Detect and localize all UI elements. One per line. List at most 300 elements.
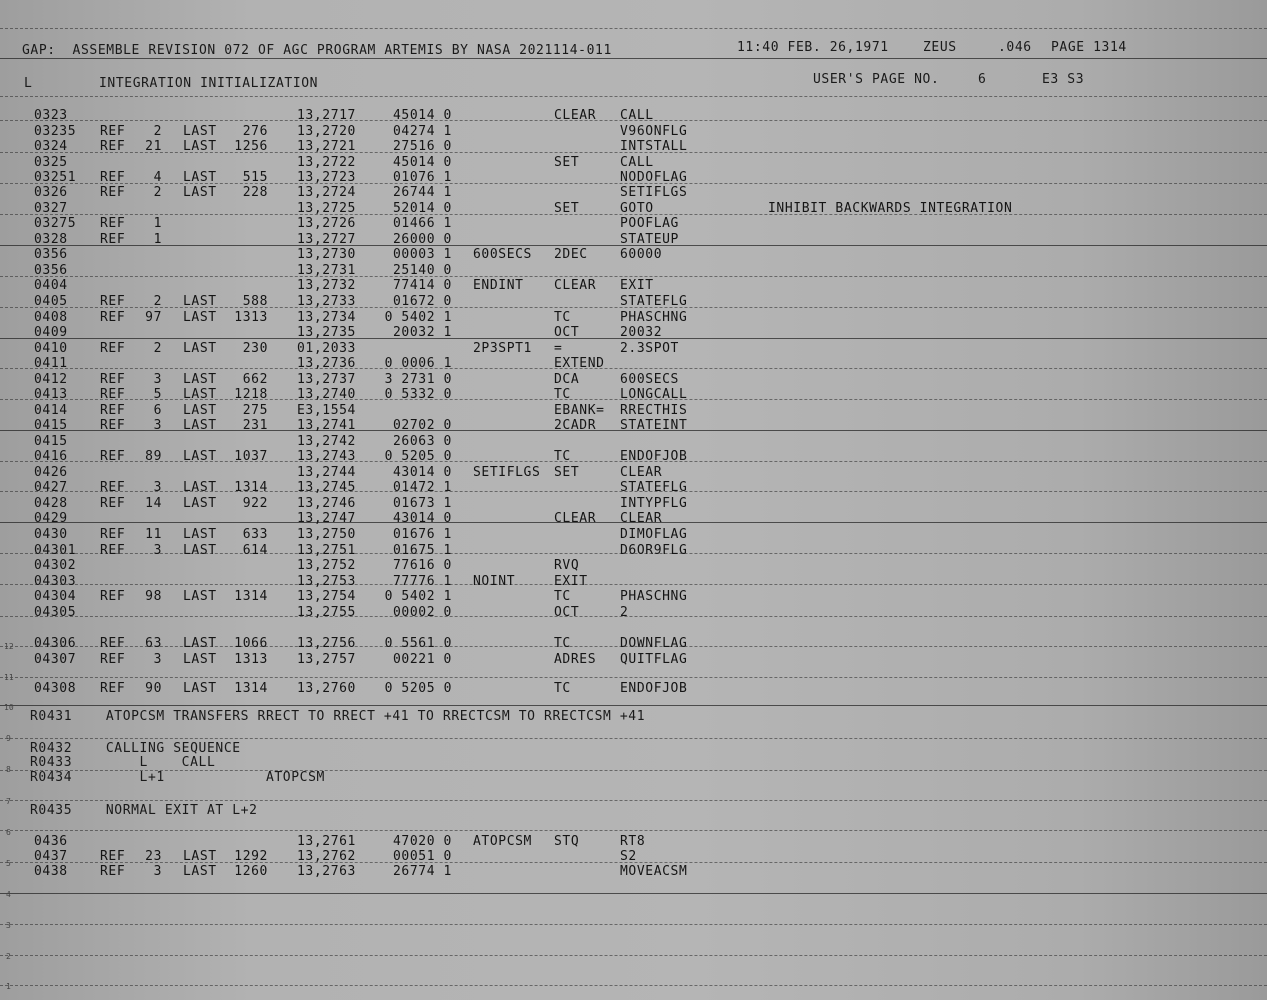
listing-title: GAP: ASSEMBLE REVISION 072 OF AGC PROGRAM ARTEMIS BY NASA 2021114-011 xyxy=(22,43,612,58)
seq-no: 0356 xyxy=(34,263,68,278)
seq-no: 0409 xyxy=(34,325,68,340)
last-page: 231 xyxy=(242,418,268,433)
ref-count: 3 xyxy=(153,480,162,495)
ref-count: 6 xyxy=(153,403,162,418)
form-rule xyxy=(0,705,1267,706)
address: 13,2763 xyxy=(297,864,356,879)
address: 13,2721 xyxy=(297,139,356,154)
operand: S2 xyxy=(620,849,637,864)
seq-no: 0356 xyxy=(34,247,68,262)
last-page: 922 xyxy=(242,496,268,511)
seq-no: 0327 xyxy=(34,201,68,216)
listing-row xyxy=(0,325,1267,340)
octal-code: 20032 1 xyxy=(393,325,452,340)
ref-count: 14 xyxy=(145,496,162,511)
address: 13,2761 xyxy=(297,834,356,849)
address: 13,2737 xyxy=(297,372,356,387)
listing-row xyxy=(0,124,1267,139)
listing-row xyxy=(0,247,1267,262)
ref-count: 3 xyxy=(153,543,162,558)
opcode: CLEAR xyxy=(554,108,597,123)
last-tag: LAST xyxy=(183,480,217,495)
address: 13,2760 xyxy=(297,681,356,696)
listing-row xyxy=(0,263,1267,278)
opcode: EXIT xyxy=(554,574,588,589)
ref-tag: REF xyxy=(100,480,126,495)
opcode: SET xyxy=(554,465,580,480)
seq-no: 03251 xyxy=(34,170,77,185)
opcode: TC xyxy=(554,681,571,696)
operand: RT8 xyxy=(620,834,646,849)
ref-count: 4 xyxy=(153,170,162,185)
listing-row xyxy=(0,418,1267,433)
octal-code: 02702 0 xyxy=(393,418,452,433)
last-page: 633 xyxy=(242,527,268,542)
last-tag: LAST xyxy=(183,387,217,402)
octal-code: 01675 1 xyxy=(393,543,452,558)
operand: STATEFLG xyxy=(620,480,688,495)
listing-row xyxy=(0,201,1267,216)
operand: ENDOFJOB xyxy=(620,449,688,464)
form-rule xyxy=(0,893,1267,894)
opcode: CLEAR xyxy=(554,278,597,293)
address: 13,2745 xyxy=(297,480,356,495)
listing-row xyxy=(0,278,1267,293)
address: 13,2762 xyxy=(297,849,356,864)
octal-code: 26744 1 xyxy=(393,185,452,200)
ref-count: 5 xyxy=(153,387,162,402)
listing-row xyxy=(0,652,1267,667)
ref-count: 2 xyxy=(153,341,162,356)
last-tag: LAST xyxy=(183,170,217,185)
opcode: SET xyxy=(554,155,580,170)
last-page: 515 xyxy=(242,170,268,185)
last-tag: LAST xyxy=(183,636,217,651)
opcode: 2DEC xyxy=(554,247,588,262)
ref-tag: REF xyxy=(100,372,126,387)
operand: 600SECS xyxy=(620,372,679,387)
last-tag: LAST xyxy=(183,652,217,667)
last-page: 1314 xyxy=(234,589,268,604)
address: 13,2731 xyxy=(297,263,356,278)
listing-row xyxy=(0,589,1267,604)
seq-no: 04301 xyxy=(34,543,77,558)
seq-no: 0437 xyxy=(34,849,68,864)
octal-code: 77616 0 xyxy=(393,558,452,573)
seq-no: 03275 xyxy=(34,216,77,231)
opcode: TC xyxy=(554,589,571,604)
listing-row xyxy=(0,496,1267,511)
address: 13,2733 xyxy=(297,294,356,309)
last-tag: LAST xyxy=(183,681,217,696)
address: 13,2752 xyxy=(297,558,356,573)
last-page: 1256 xyxy=(234,139,268,154)
octal-code: 26000 0 xyxy=(393,232,452,247)
octal-code: 0 5402 1 xyxy=(384,310,452,325)
listing-user: ZEUS xyxy=(923,40,957,55)
form-rule xyxy=(0,738,1267,739)
octal-code: 00051 0 xyxy=(393,849,452,864)
ref-count: 11 xyxy=(145,527,162,542)
opcode: = xyxy=(554,341,563,356)
last-tag: LAST xyxy=(183,403,217,418)
seq-no: 0412 xyxy=(34,372,68,387)
octal-code: 01472 1 xyxy=(393,480,452,495)
last-page: 1313 xyxy=(234,310,268,325)
seq-no: 0438 xyxy=(34,864,68,879)
operand: V96ONFLG xyxy=(620,124,688,139)
ref-count: 90 xyxy=(145,681,162,696)
ref-tag: REF xyxy=(100,387,126,402)
last-page: 275 xyxy=(242,403,268,418)
last-tag: LAST xyxy=(183,589,217,604)
comment-line: R0433 L CALL xyxy=(30,755,216,770)
bank-label: E3 S3 xyxy=(1042,72,1085,87)
ref-tag: REF xyxy=(100,232,126,247)
octal-code: 45014 0 xyxy=(393,155,452,170)
seq-no: 04308 xyxy=(34,681,77,696)
seq-no: 0413 xyxy=(34,387,68,402)
address: 13,2730 xyxy=(297,247,356,262)
operand: 2 xyxy=(620,605,629,620)
seq-no: 0427 xyxy=(34,480,68,495)
seq-no: 0324 xyxy=(34,139,68,154)
last-tag: LAST xyxy=(183,527,217,542)
seq-no: 0436 xyxy=(34,834,68,849)
address: 13,2717 xyxy=(297,108,356,123)
address: E3,1554 xyxy=(297,403,356,418)
ref-tag: REF xyxy=(100,310,126,325)
listing-row xyxy=(0,170,1267,185)
form-rule xyxy=(0,955,1267,956)
last-page: 276 xyxy=(242,124,268,139)
ref-count: 2 xyxy=(153,185,162,200)
operand: 2.3SPOT xyxy=(620,341,679,356)
opcode: CLEAR xyxy=(554,511,597,526)
octal-code: 0 0006 1 xyxy=(384,356,452,371)
listing-row xyxy=(0,108,1267,123)
ref-tag: REF xyxy=(100,449,126,464)
ref-tag: REF xyxy=(100,681,126,696)
seq-no: 0415 xyxy=(34,418,68,433)
seq-no: 0411 xyxy=(34,356,68,371)
last-tag: LAST xyxy=(183,372,217,387)
operand: STATEFLG xyxy=(620,294,688,309)
ref-count: 89 xyxy=(145,449,162,464)
octal-code: 3 2731 0 xyxy=(384,372,452,387)
log-marker: L xyxy=(24,76,33,91)
seq-no: 04302 xyxy=(34,558,77,573)
seq-no: 04303 xyxy=(34,574,77,589)
address: 13,2751 xyxy=(297,543,356,558)
listing-row xyxy=(0,232,1267,247)
header-underline xyxy=(0,58,1267,59)
last-tag: LAST xyxy=(183,310,217,325)
opcode: DCA xyxy=(554,372,580,387)
octal-code: 43014 0 xyxy=(393,511,452,526)
operand: PHASCHNG xyxy=(620,589,688,604)
printout-sheet: 12 11 10 9 8 7 6 5 4 3 2 1 GAP: ASSEMBLE REVISION 072 OF AGC PROGRAM ARTEMIS BY NASA 2021114-011 11:40 FEB. 26,1971 ZEUS .046 PAGE 1314 L INTEGRATION INITIALIZATION USER'S PAGE NO. 6 E3 S3 0323 13,2717 45014 0 CLEAR CALL 03235 REF 2 LAST 276 13,2720 04274 1 V96ONFLG 0324 REF 21 LAST 1256 13,2721 27516 0 INTSTALL 0325 13,2722 45014 0 SET CALL 03251 REF 4 LAST 515 13,2723 01076 1 NODOFLAG 0326 REF 2 LAST 228 13,2724 26744 1 SETIFLGS 0327 13,2725 52014 0 SET GOTO INHIBIT BACKWARDS INTEGRATION 03275 REF 1 13,2726 01466 1 POOFLAG 0328 REF 1 13,2727 26000 0 STATEUP 0356 13,2730 00003 1 600SECS 2DEC 60000 0356 13,2731 25140 0 0404 13,2732 77414 0 ENDINT CLEAR EXIT 0405 REF 2 LAST 588 13,2733 01672 0 STATEFLG 0408 REF 97 LAST 1313 13,2734 0 5402 1 TC PHASCHNG 0409 13,2735 20032 1 OCT 20032 0410 REF 2 LAST 230 01,2033 2P3SPT1 = 2.3SPOT 0411 13,2736 0 0006 1 EXTEND 0412 REF 3 LAST 662 13,2737 3 2731 0 DCA 600SECS 0413 REF 5 LAST 1218 13,2740 0 5332 0 TC LONGCALL 0414 REF 6 LAST 275 E3,1554 EBANK= RRECTHIS 0415 REF 3 LAST 231 13,2741 02702 0 2CADR STATEINT 0415 13,2742 26063 0 0416 REF 89 LAST 1037 13,2743 0 5205 0 TC ENDOFJOB 0426 13,2744 43014 0 SETIFLGS SET CLEAR 0427 REF 3 LAST 1314 13,2745 01472 1 STATEFLG 0428 REF 14 LAST 922 13,2746 01673 1 INTYPFLG 0429 13,2747 43014 0 CLEAR CLEAR 0430 REF 11 LAST 633 13,2750 01676 1 DIMOFLAG 04301 REF 3 LAST 614 13,2751 01675 1 D6OR9FLG 04302 13,2752 77616 0 RVQ 04303 13,2753 77776 1 NOINT EXIT 04304 REF 98 LAST 1314 13,2754 0 5402 1 TC PHASCHNG 04305 13,2755 00002 0 OCT 2 04306 REF 63 LAST 1066 13,2756 0 5561 0 TC DOWNFLAG 04307 REF 3 LAST 1313 13,2757 00221 0 ADRES QUITFLAG 04308 REF 90 LAST 1314 13,2760 0 5205 0 TC ENDOFJOB R0431 ATOPCSM TRANSFERS RRECT TO RRECT +41 TO RRECTCSM TO RRECTCSM +41 R0432 CALLING SEQUENCE R0433 L CALL R0434 L+1 ATOPCSM R0435 NORMAL EXIT AT L+2 0436 13,2761 47020 0 ATOPCSM STQ RT8 0437 REF 23 LAST 1292 13,2762 00051 0 S2 0438 REF 3 LAST 1260 13,2763 26774 1 MOVEACSM xyxy=(0,0,1267,1000)
ref-count: 97 xyxy=(145,310,162,325)
users-page-label: USER'S PAGE NO. xyxy=(813,72,940,87)
octal-code: 00221 0 xyxy=(393,652,452,667)
last-tag: LAST xyxy=(183,849,217,864)
form-rule xyxy=(0,985,1267,986)
operand: DOWNFLAG xyxy=(620,636,688,651)
last-tag: LAST xyxy=(183,543,217,558)
address: 13,2757 xyxy=(297,652,356,667)
listing-run: .046 xyxy=(998,40,1032,55)
operand: RRECTHIS xyxy=(620,403,688,418)
address: 13,2736 xyxy=(297,356,356,371)
operand: QUITFLAG xyxy=(620,652,688,667)
last-page: 614 xyxy=(242,543,268,558)
ref-tag: REF xyxy=(100,864,126,879)
seq-no: 0410 xyxy=(34,341,68,356)
ref-tag: REF xyxy=(100,418,126,433)
symbol-label: 2P3SPT1 xyxy=(473,341,532,356)
ref-tag: REF xyxy=(100,527,126,542)
listing-row xyxy=(0,636,1267,651)
ref-tag: REF xyxy=(100,294,126,309)
listing-row xyxy=(0,372,1267,387)
octal-code: 01466 1 xyxy=(393,216,452,231)
ref-tag: REF xyxy=(100,216,126,231)
ref-count: 98 xyxy=(145,589,162,604)
address: 13,2746 xyxy=(297,496,356,511)
listing-row xyxy=(0,480,1267,495)
listing-row xyxy=(0,681,1267,696)
opcode: TC xyxy=(554,387,571,402)
address: 13,2747 xyxy=(297,511,356,526)
address: 13,2726 xyxy=(297,216,356,231)
symbol-label: ATOPCSM xyxy=(473,834,532,849)
ref-count: 63 xyxy=(145,636,162,651)
last-page: 588 xyxy=(242,294,268,309)
seq-no: 0416 xyxy=(34,449,68,464)
address: 13,2734 xyxy=(297,310,356,325)
octal-code: 25140 0 xyxy=(393,263,452,278)
operand: 60000 xyxy=(620,247,663,262)
listing-row xyxy=(0,449,1267,464)
comment: INHIBIT BACKWARDS INTEGRATION xyxy=(768,201,1013,216)
octal-code: 0 5402 1 xyxy=(384,589,452,604)
octal-code: 04274 1 xyxy=(393,124,452,139)
ref-tag: REF xyxy=(100,589,126,604)
listing-row xyxy=(0,511,1267,526)
last-page: 662 xyxy=(242,372,268,387)
last-tag: LAST xyxy=(183,418,217,433)
address: 13,2744 xyxy=(297,465,356,480)
address: 13,2753 xyxy=(297,574,356,589)
opcode: STQ xyxy=(554,834,580,849)
opcode: ADRES xyxy=(554,652,597,667)
last-page: 1292 xyxy=(234,849,268,864)
page-number: PAGE 1314 xyxy=(1051,40,1127,55)
users-page-number: 6 xyxy=(978,72,987,87)
address: 13,2722 xyxy=(297,155,356,170)
seq-no: 04307 xyxy=(34,652,77,667)
listing-row xyxy=(0,849,1267,864)
octal-code: 43014 0 xyxy=(393,465,452,480)
listing-row xyxy=(0,356,1267,371)
operand: MOVEACSM xyxy=(620,864,688,879)
comment-line: R0434 L+1 ATOPCSM xyxy=(30,770,325,785)
operand: STATEUP xyxy=(620,232,679,247)
symbol-label: NOINT xyxy=(473,574,516,589)
seq-no: 0328 xyxy=(34,232,68,247)
address: 13,2735 xyxy=(297,325,356,340)
seq-no: 0325 xyxy=(34,155,68,170)
listing-row xyxy=(0,185,1267,200)
operand: INTYPFLG xyxy=(620,496,688,511)
operand: CALL xyxy=(620,155,654,170)
seq-no: 0428 xyxy=(34,496,68,511)
opcode: SET xyxy=(554,201,580,216)
ref-count: 21 xyxy=(145,139,162,154)
listing-row xyxy=(0,139,1267,154)
ref-count: 3 xyxy=(153,864,162,879)
octal-code: 01672 0 xyxy=(393,294,452,309)
address: 13,2756 xyxy=(297,636,356,651)
octal-code: 0 5205 0 xyxy=(384,449,452,464)
operand: ENDOFJOB xyxy=(620,681,688,696)
ref-tag: REF xyxy=(100,124,126,139)
last-tag: LAST xyxy=(183,864,217,879)
octal-code: 26063 0 xyxy=(393,434,452,449)
octal-code: 47020 0 xyxy=(393,834,452,849)
address: 13,2720 xyxy=(297,124,356,139)
seq-no: 0323 xyxy=(34,108,68,123)
listing-row xyxy=(0,216,1267,231)
octal-code: 26774 1 xyxy=(393,864,452,879)
listing-row xyxy=(0,387,1267,402)
ref-tag: REF xyxy=(100,170,126,185)
listing-row xyxy=(0,543,1267,558)
ref-count: 1 xyxy=(153,216,162,231)
symbol-label: ENDINT xyxy=(473,278,524,293)
symbol-label: SETIFLGS xyxy=(473,465,541,480)
ref-count: 3 xyxy=(153,418,162,433)
octal-code: 01076 1 xyxy=(393,170,452,185)
seq-no: 0429 xyxy=(34,511,68,526)
ref-count: 2 xyxy=(153,294,162,309)
last-tag: LAST xyxy=(183,185,217,200)
address: 13,2755 xyxy=(297,605,356,620)
listing-row xyxy=(0,834,1267,849)
opcode: EXTEND xyxy=(554,356,605,371)
last-page: 1218 xyxy=(234,387,268,402)
operand: PHASCHNG xyxy=(620,310,688,325)
form-rule xyxy=(0,800,1267,801)
ref-tag: REF xyxy=(100,139,126,154)
ref-tag: REF xyxy=(100,496,126,511)
seq-no: 0405 xyxy=(34,294,68,309)
opcode: 2CADR xyxy=(554,418,597,433)
listing-row xyxy=(0,864,1267,879)
ref-count: 1 xyxy=(153,232,162,247)
operand: INTSTALL xyxy=(620,139,688,154)
listing-row xyxy=(0,341,1267,356)
last-page: 1037 xyxy=(234,449,268,464)
listing-row xyxy=(0,527,1267,542)
address: 13,2725 xyxy=(297,201,356,216)
operand: NODOFLAG xyxy=(620,170,688,185)
last-page: 1314 xyxy=(234,480,268,495)
seq-no: 0415 xyxy=(34,434,68,449)
address: 13,2750 xyxy=(297,527,356,542)
last-tag: LAST xyxy=(183,496,217,511)
listing-row xyxy=(0,434,1267,449)
last-page: 228 xyxy=(242,185,268,200)
ref-tag: REF xyxy=(100,185,126,200)
octal-code: 01673 1 xyxy=(393,496,452,511)
form-rule xyxy=(0,96,1267,97)
operand: CALL xyxy=(620,108,654,123)
address: 01,2033 xyxy=(297,341,356,356)
octal-code: 0 5332 0 xyxy=(384,387,452,402)
ref-tag: REF xyxy=(100,403,126,418)
operand: CLEAR xyxy=(620,465,663,480)
seq-no: 0430 xyxy=(34,527,68,542)
address: 13,2740 xyxy=(297,387,356,402)
seq-no: 0326 xyxy=(34,185,68,200)
listing-row xyxy=(0,294,1267,309)
listing-row xyxy=(0,310,1267,325)
form-rule xyxy=(0,28,1267,29)
seq-no: 0426 xyxy=(34,465,68,480)
listing-row xyxy=(0,558,1267,573)
octal-code: 27516 0 xyxy=(393,139,452,154)
comment-line: R0435 NORMAL EXIT AT L+2 xyxy=(30,803,258,818)
address: 13,2723 xyxy=(297,170,356,185)
octal-code: 52014 0 xyxy=(393,201,452,216)
ref-count: 23 xyxy=(145,849,162,864)
octal-code: 77414 0 xyxy=(393,278,452,293)
octal-code: 01676 1 xyxy=(393,527,452,542)
listing-row xyxy=(0,574,1267,589)
address: 13,2724 xyxy=(297,185,356,200)
opcode: TC xyxy=(554,310,571,325)
comment-line: R0431 ATOPCSM TRANSFERS RRECT TO RRECT +41 TO RRECTCSM TO RRECTCSM +41 xyxy=(30,709,646,724)
octal-code: 77776 1 xyxy=(393,574,452,589)
section-title: INTEGRATION INITIALIZATION xyxy=(99,76,319,91)
ref-tag: REF xyxy=(100,652,126,667)
operand: LONGCALL xyxy=(620,387,688,402)
operand: 20032 xyxy=(620,325,663,340)
operand: POOFLAG xyxy=(620,216,679,231)
ref-tag: REF xyxy=(100,341,126,356)
octal-code: 0 5561 0 xyxy=(384,636,452,651)
ref-tag: REF xyxy=(100,543,126,558)
address: 13,2727 xyxy=(297,232,356,247)
address: 13,2741 xyxy=(297,418,356,433)
octal-code: 45014 0 xyxy=(393,108,452,123)
opcode: TC xyxy=(554,449,571,464)
last-tag: LAST xyxy=(183,139,217,154)
last-tag: LAST xyxy=(183,294,217,309)
ref-tag: REF xyxy=(100,636,126,651)
address: 13,2732 xyxy=(297,278,356,293)
octal-code: 0 5205 0 xyxy=(384,681,452,696)
symbol-label: 600SECS xyxy=(473,247,532,262)
operand: STATEINT xyxy=(620,418,688,433)
listing-row xyxy=(0,465,1267,480)
last-page: 1066 xyxy=(234,636,268,651)
listing-row xyxy=(0,155,1267,170)
last-page: 230 xyxy=(242,341,268,356)
ref-count: 3 xyxy=(153,372,162,387)
